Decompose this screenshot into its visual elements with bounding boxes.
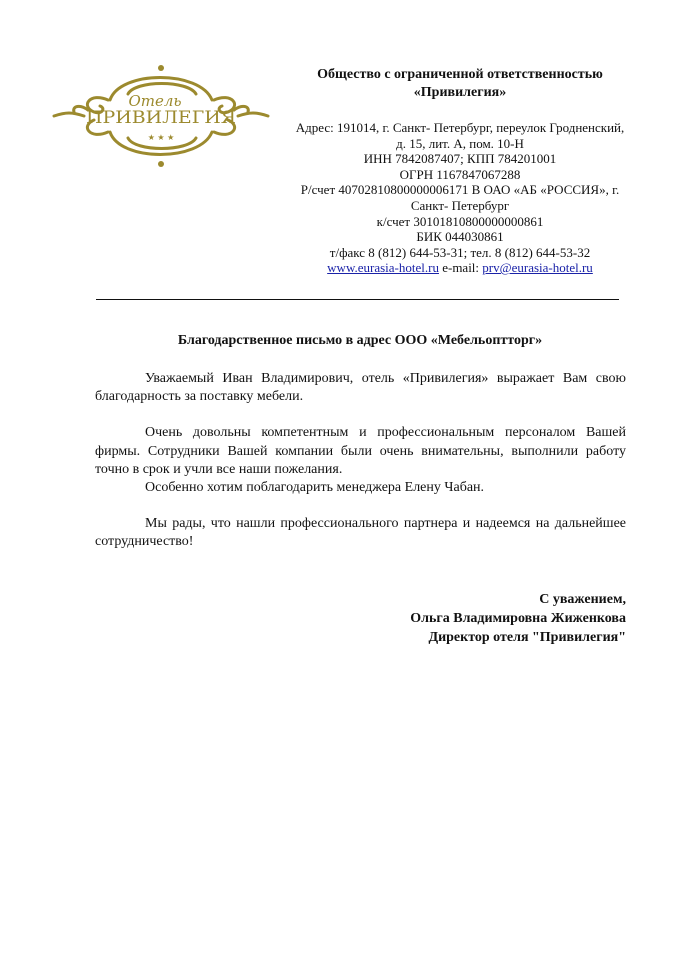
paragraph-greeting: Уважаемый Иван Владимирович, отель «Привилегия» выражает Вам свою благодарность за поставку мебели. bbox=[95, 371, 626, 405]
website-link[interactable]: www.eurasia-hotel.ru bbox=[327, 260, 439, 276]
inn-kpp: ИНН 7842087407; КПП 784201001 bbox=[363, 151, 557, 167]
company-name-line2: «Привилегия» bbox=[413, 85, 507, 100]
signature-block bbox=[410, 590, 626, 647]
company-name bbox=[282, 66, 638, 102]
signer-position: Директор отеля "Привилегия" bbox=[428, 630, 626, 645]
logo-wordmark: ПРИВИЛЕГИЯ bbox=[86, 108, 236, 128]
header-divider bbox=[96, 299, 619, 300]
phones: т/факс 8 (812) 644-53-31; тел. 8 (812) 644-53-32 bbox=[329, 244, 591, 260]
email-label: e-mail: bbox=[438, 260, 483, 276]
hotel-logo-emblem bbox=[50, 60, 272, 172]
paragraph-partnership: Мы рады, что нашли профессионального партнера и надеемся на дальнейшее сотрудничество! bbox=[95, 516, 626, 550]
contacts-line bbox=[282, 260, 638, 276]
email-link[interactable]: prv@eurasia-hotel.ru bbox=[482, 260, 593, 276]
company-header bbox=[282, 66, 638, 276]
address-line1: Адрес: 191014, г. Санкт- Петербург, переулок Гродненский, bbox=[295, 120, 625, 135]
ogrn: ОГРН 1167847067288 bbox=[399, 166, 521, 182]
letter-body bbox=[95, 370, 626, 552]
account-line2: Санкт- Петербург bbox=[410, 197, 510, 213]
logo-script-text: Отель bbox=[128, 92, 182, 110]
corr-account: к/счет 30101810800000000861 bbox=[376, 213, 544, 229]
closing-text: С уважением, bbox=[539, 592, 626, 607]
bik: БИК 044030861 bbox=[416, 229, 504, 245]
paragraph-manager: Особенно хотим поблагодарить менеджера Елену Чабан. bbox=[145, 480, 485, 496]
account-line1: Р/счет 40702810800000006171 В ОАО «АБ «РОССИЯ», г. bbox=[300, 182, 620, 198]
company-name-line1: Общество с ограниченной ответственностью bbox=[317, 67, 603, 82]
address-line2: д. 15, лит. А, пом. 10-Н bbox=[396, 135, 524, 151]
hotel-logo bbox=[50, 60, 272, 172]
paragraph-staff: Очень довольны компетентным и профессиональным персоналом Вашей фирмы. Сотрудники Вашей компании были очень внимательны, выполнили работу точно в срок и учли все наши пожелания. bbox=[95, 425, 626, 477]
letter-title: Благодарственное письмо в адрес ООО «Мебельоптторг» bbox=[177, 333, 543, 348]
logo-stars: ★ ★ ★ bbox=[147, 133, 175, 142]
signer-name: Ольга Владимировна Жиженкова bbox=[410, 611, 626, 626]
